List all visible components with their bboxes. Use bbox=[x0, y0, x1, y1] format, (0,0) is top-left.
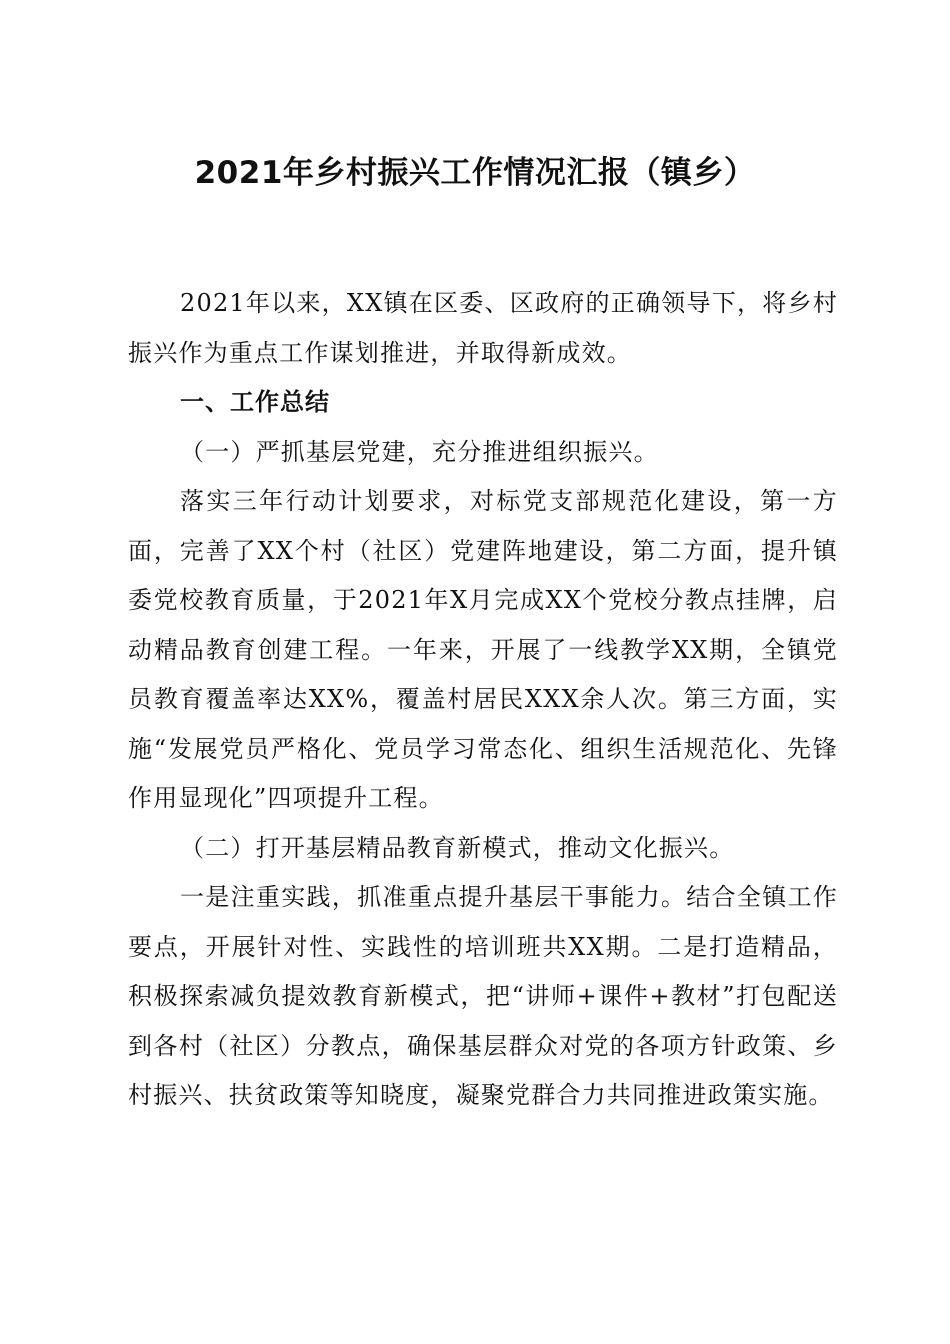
intro-paragraph: 2021年以来，XX镇在区委、区政府的正确领导下，将乡村振兴作为重点工作谋划推进，并取得新成效。 bbox=[128, 289, 838, 367]
section-heading-work-summary: 一、工作总结 bbox=[180, 388, 330, 416]
document-body bbox=[128, 279, 838, 1121]
subsection-heading-culture: （二）打开基层精品教育新模式，推动文化振兴。 bbox=[180, 833, 735, 862]
party-building-paragraph: 落实三年行动计划要求，对标党支部规范化建设，第一方面，完善了XX个村（社区）党建阵地建设，第二方面，提升镇委党校教育质量，于2021年X月完成XX个党校分教点挂牌，启动精品教育创建工程。一年来，开展了一线教学XX期，全镇党员教育覆盖率达XX%，覆盖村居民XXX余人次。第三方面，实施“发展党员严格化、党员学习常态化、组织生活规范化、先锋作用显现化”四项提升工程。 bbox=[128, 487, 838, 812]
document-title: 2021年乡村振兴工作情况汇报（镇乡） bbox=[194, 155, 756, 191]
subsection-heading-party-building: （一）严抓基层党建，充分推进组织振兴。 bbox=[180, 437, 659, 466]
culture-paragraph: 一是注重实践，抓准重点提升基层干事能力。结合全镇工作要点，开展针对性、实践性的培训班共XX期。二是打造精品，积极探索减负提效教育新模式，把“讲师+课件+教材”打包配送到各村（社区）分教点，确保基层群众对党的各项方针政策、乡村振兴、扶贫政策等知晓度，凝聚党群合力共同推进政策实施。 bbox=[128, 883, 838, 1109]
